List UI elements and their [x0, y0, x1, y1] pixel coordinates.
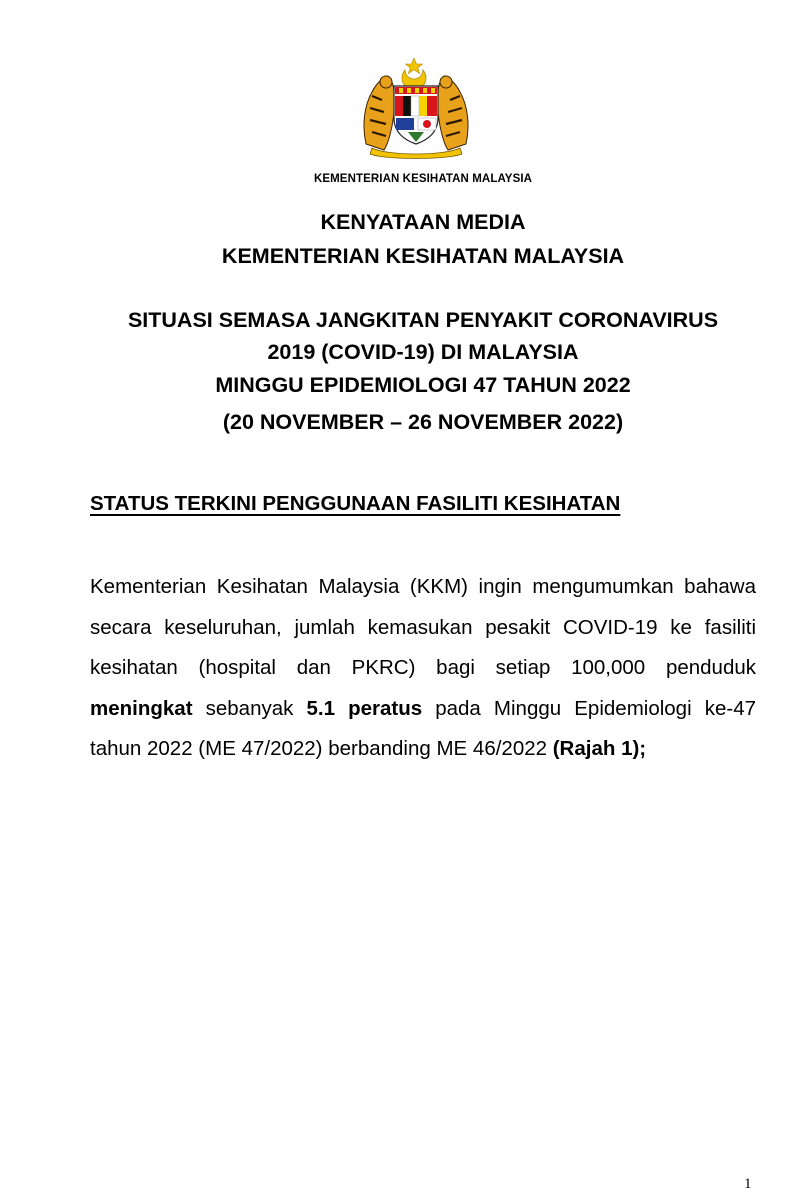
section-heading: STATUS TERKINI PENGGUNAAN FASILITI KESIHATAN	[90, 492, 621, 515]
title-situation-line1: SITUASI SEMASA JANGKITAN PENYAKIT CORONAVIRUS	[127, 308, 719, 332]
body-bold-figure-ref: (Rajah 1);	[552, 737, 647, 760]
body-bold-increase: meningkat	[90, 696, 193, 720]
body-text-3: pada Minggu Epidemiologi ke-47 tahun 2022 (ME 47/2022) berbanding ME 46/2022	[90, 696, 757, 760]
page-number: 1	[744, 1176, 752, 1192]
title-situation-line2: 2019 (COVID-19) DI MALAYSIA	[267, 340, 579, 364]
title-epi-week: MINGGU EPIDEMIOLOGI 47 TAHUN 2022	[215, 373, 631, 397]
title-date-range: (20 NOVEMBER – 26 NOVEMBER 2022)	[222, 410, 624, 434]
malaysia-coat-of-arms-icon	[358, 56, 474, 160]
body-text-1: Kementerian Kesihatan Malaysia (KKM) ingin mengumumkan bahawa secara keseluruhan, jumlah kemasukan pesakit COVID-19 ke fasiliti kesihatan (hospital dan PKRC) bagi setiap 100,000 penduduk	[90, 575, 756, 679]
title-media-statement: KENYATAAN MEDIA	[320, 210, 526, 234]
title-ministry: KEMENTERIAN KESIHATAN MALAYSIA	[221, 244, 625, 268]
body-bold-percent: 5.1 peratus	[306, 696, 423, 720]
body-text-2: sebanyak	[192, 696, 307, 720]
body-paragraph	[90, 567, 756, 770]
ministry-label: KEMENTERIAN KESIHATAN MALAYSIA	[313, 173, 533, 185]
